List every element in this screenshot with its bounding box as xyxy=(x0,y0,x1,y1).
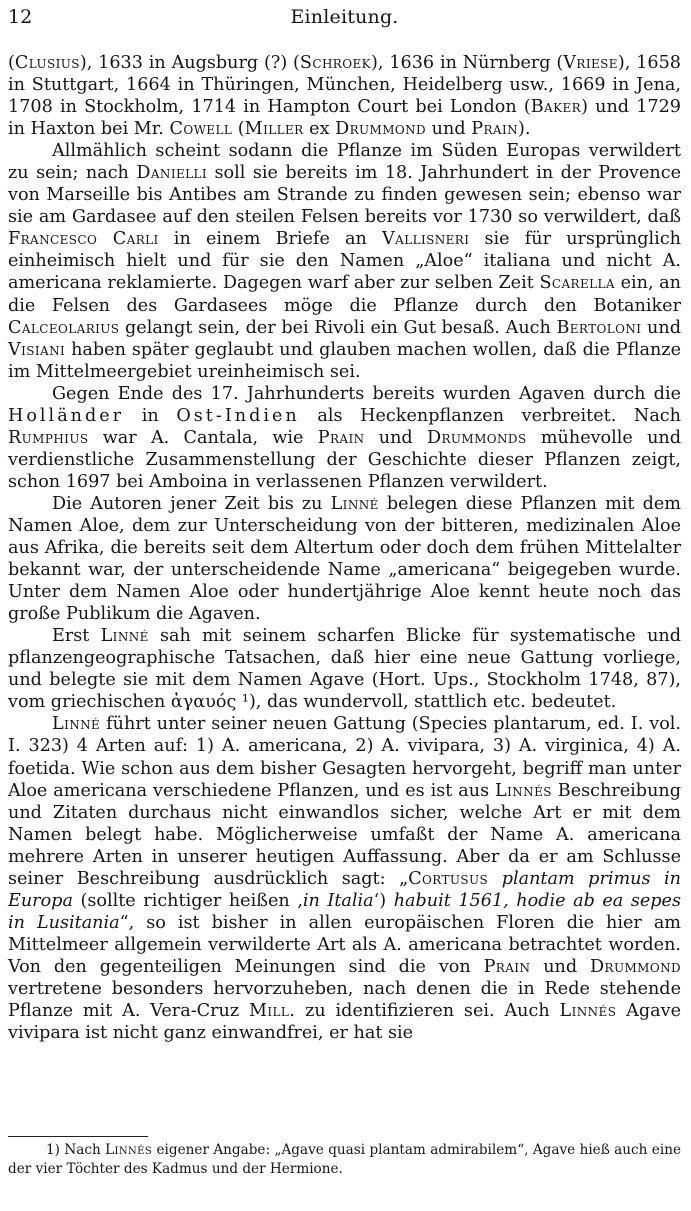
author-name: Bertoloni xyxy=(556,317,642,338)
author-name: Drummond xyxy=(590,956,681,977)
author-name: Calceolarius xyxy=(8,317,120,338)
text-run: sie für ursprünglich einheimisch hielt und für sie den Namen „Aloe“ italiana und nicht A. americana reklamierte. Dagegen warf aber zur selben Zeit xyxy=(8,229,681,294)
author-name: Baker xyxy=(530,97,582,118)
text-run: haben später geglaubt und glauben machen wollen, daß die Pflanze im Mittelmeergebiet ureinheimisch sei. xyxy=(8,339,681,382)
text-run: ), 1658 in Stuttgart, 1664 in Thüringen, München, Heidelberg usw., 1669 in Jena, 1708 in Stockholm, 1714 in Hampton Court bei London ( xyxy=(8,53,681,118)
text-run: ex xyxy=(303,119,336,140)
text-run: und xyxy=(641,317,681,338)
spaced-text: Holländer xyxy=(8,405,125,426)
paragraph xyxy=(8,625,681,713)
text-run: zu identifizieren sei. Auch xyxy=(295,1001,560,1022)
text-run: in einem Briefe an xyxy=(158,229,383,250)
author-name: Linnés xyxy=(495,780,552,801)
text-run: ‘) xyxy=(373,890,394,911)
text-run: und xyxy=(364,427,427,448)
running-title: Einleitung. xyxy=(290,6,399,28)
page-header xyxy=(8,2,681,32)
text-run: vertretene besonders hervorzuheben, nach denen die in Rede stehende Pflanze mit A. Vera-Cruz xyxy=(8,978,681,1022)
paragraph xyxy=(8,140,681,383)
text-run: ), 1633 in Augsburg (?) ( xyxy=(79,53,300,73)
author-name: Drummonds xyxy=(426,427,527,448)
text-run: “, so ist bisher in allen europäischen Floren die hier am Mittelmeer allgemein verwilderte Art als A. americana betrachtet worden. Von den gegenteiligen Meinungen sind die von xyxy=(8,912,681,977)
text-run: Die Autoren jener Zeit bis zu xyxy=(52,493,331,514)
body-text xyxy=(8,52,681,1044)
text-run: und xyxy=(426,119,472,140)
paragraph xyxy=(8,383,681,493)
text-run: 1) Nach xyxy=(46,1142,106,1158)
author-name: Cortusus xyxy=(408,868,489,889)
text-run: ( xyxy=(232,119,245,140)
author-name: Clusius xyxy=(14,53,80,73)
text-run: Gegen Ende des 17. Jahrhunderts bereits wurden Agaven durch die xyxy=(52,383,681,404)
text-run: Beschreibung und Zitaten durchaus nicht einwandlos sicher, welche Art er mit dem Namen belegt habe. Möglicherweise umfaßt der Name A. americana mehrere Arten in unserer heutigen Auffassung. Aber da er am Schlusse seiner Beschreibung ausdrücklich sagt: „ xyxy=(8,780,681,889)
author-name: Vriese xyxy=(563,53,618,73)
paragraph xyxy=(8,52,681,140)
author-name: Drummond xyxy=(335,119,427,140)
spaced-text: Ost-Indien xyxy=(176,405,300,426)
author-name: Mill. xyxy=(248,1001,296,1022)
paragraph xyxy=(8,493,681,625)
text-run: und xyxy=(530,956,590,977)
text-run: Erst xyxy=(52,626,101,647)
author-name: Prain xyxy=(317,427,365,448)
text-run: gelangt sein, der bei Rivoli ein Gut besaß. Auch xyxy=(119,317,557,338)
footnote xyxy=(8,1141,681,1179)
author-name: Linné xyxy=(330,493,379,514)
text-run: belegen diese Pflanzen mit dem Namen Aloe, dem zur Unterscheidung von der bitteren, medizinalen Aloe aus Afrika, die bereits seit dem Altertum oder doch dem frühen Mittelalter bekannt war, der unterscheidende Name „americana“ beigegeben wurde. Unter dem Namen Aloe oder hundertjährige Aloe kennt heute noch das große Publikum die Agaven. xyxy=(8,493,681,625)
page-number: 12 xyxy=(8,6,33,28)
text-run: als Heckenpflanzen verbreitet. Nach xyxy=(299,405,681,426)
text-run: (sollte richtiger heißen ‚ xyxy=(72,890,303,911)
text-run: eigener Angabe: „Agave quasi plantam admirabilem“, Agave hieß auch eine der vier Töchter des Kadmus und der Hermione. xyxy=(8,1142,681,1177)
italic-text: in Italia xyxy=(302,890,374,911)
text-run: führt unter seiner neuen Gattung (Species plantarum, ed. I. vol. I. 323) 4 Arten auf: 1) A. americana, 2) A. vivipara, 3) A. virginica, 4) A. foetida. Wie schon aus dem bisher Gesagten hervorgeht, begriff man unter Aloe americana verschiedene Pflanzen, und es ist aus xyxy=(8,714,681,801)
text-run: in xyxy=(124,405,177,426)
text-run: ), 1636 in Nürnberg ( xyxy=(371,53,564,73)
author-name: Danielli xyxy=(136,163,208,184)
author-name: Linnés xyxy=(559,1001,617,1022)
text-run: mühevolle und verdienstliche Zusammenstellung der Geschichte dieser Pflanzen zeigt, schon 1697 bei Amboina in verlassenen Pflanzen verwildert. xyxy=(8,427,681,492)
author-name: Linné xyxy=(52,714,101,735)
author-name: Schroek xyxy=(299,53,372,73)
text-run: ). xyxy=(518,119,531,140)
author-name: Cowell xyxy=(169,119,233,140)
paragraph xyxy=(8,713,681,1044)
author-name: Linnés xyxy=(105,1142,153,1158)
author-name: Scarella xyxy=(539,273,615,294)
author-name: Vallisneri xyxy=(382,229,470,250)
text-run: war A. Cantala, wie xyxy=(88,427,318,448)
text-run: ) und 1729 in Haxton bei Mr. xyxy=(8,97,681,140)
author-name: Miller xyxy=(244,119,304,140)
author-name: Visiani xyxy=(8,339,66,360)
text-run: Allmählich scheint sodann die Pflanze im Süden Europas verwildert zu sein; nach xyxy=(8,141,681,184)
author-name: Rumphius xyxy=(8,427,89,448)
author-name: Francesco Carli xyxy=(8,229,159,250)
italic-text: plantam primus in Europa xyxy=(8,868,681,911)
author-name: Prain xyxy=(483,956,531,977)
italic-text: habuit 1561, hodie ab ea sepes in Lusitania xyxy=(8,890,681,933)
text-run: soll sie bereits im 18. Jahrhundert in der Provence von Marseille bis Antibes am Strande zu finden gewesen sein; ebenso war sie am Gardasee auf den steilen Felsen bereits vor 1730 so verwildert, daß xyxy=(8,163,681,228)
author-name: Prain xyxy=(471,119,518,140)
text-run: Agave vivipara ist nicht ganz einwandfrei, er hat sie xyxy=(8,1001,681,1044)
footnote-rule xyxy=(8,1136,148,1137)
text-run: ( xyxy=(8,53,15,73)
footnotes xyxy=(8,1141,681,1179)
text-run: sah mit seinem scharfen Blicke für systematische und pflanzengeographische Tatsachen, daß hier eine neue Gattung vorliege, und belegte sie mit dem Namen Agave (Hort. Ups., Stockholm 1748, 87), vom griechischen ἀγαυός ¹), das wundervoll, stattlich etc. bedeutet. xyxy=(8,626,681,713)
author-name: Linné xyxy=(100,626,149,647)
text-run: ein, an die Felsen des Gardasees möge die Pflanze durch den Botaniker xyxy=(8,273,681,316)
